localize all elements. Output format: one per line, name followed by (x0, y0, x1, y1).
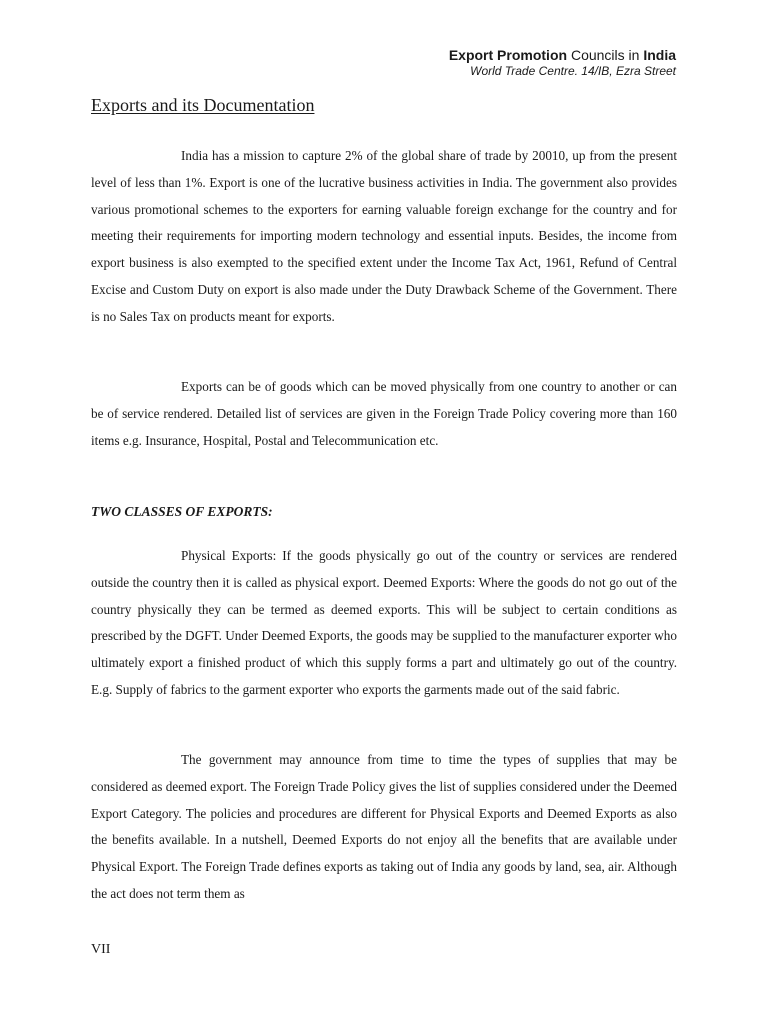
header-org-bold-1: Export Promotion (448, 47, 568, 63)
header-org-bold-2: India (643, 47, 676, 63)
paragraph-1: India has a mission to capture 2% of the global share of trade by 20010, up from the present level of less than 1%. Export is one of the lucrative business activities in India. The government also provides various promotional schemes to the exporters for earning valuable foreign exchange for the country and for meeting their requirements for importing modern technology and essential inputs. Besides, the income from export business is also exempted to the specified extent under the Income Tax Act, 1961, Refund of Central Excise and Custom Duty on export is also made under the Duty Drawback Scheme of the Government. There is no Sales Tax on products meant for exports. (91, 148, 677, 324)
paragraph-3: Physical Exports: If the goods physically go out of the country or services are rendered outside the country then it is called as physical export. Deemed Exports: Where the goods do not go out of the country physically they can be termed as deemed exports. This will be subject to certain conditions as prescribed by the DGFT. Under Deemed Exports, the goods may be supplied to the manufacturer exporter who ultimately export a finished product of which this supply forms a part and ultimately go out of the country. E.g. Supply of fabrics to the garment exporter who exports the garments made out of the said fabric. (91, 548, 677, 697)
header-address: World Trade Centre. 14/IB, Ezra Street (470, 64, 676, 78)
header-org-middle: Councils in (567, 47, 644, 63)
document-title: Exports and its Documentation (91, 95, 315, 115)
paragraph-2: Exports can be of goods which can be moved physically from one country to another or can be of service rendered. Detailed list of services are given in the Foreign Trade Policy covering more than 160 items e.g. Insurance, Hospital, Postal and Telecommunication etc. (91, 379, 677, 448)
page-header (449, 46, 676, 79)
section-heading: TWO CLASSES OF EXPORTS: (91, 504, 273, 519)
paragraph-4: The government may announce from time to time the types of supplies that may be considered as deemed export. The Foreign Trade Policy gives the list of supplies considered under the Deemed Export Category. The policies and procedures are different for Physical Exports and Deemed Exports as also the benefits available. In a nutshell, Deemed Exports do not enjoy all the benefits that are available under Physical Export. The Foreign Trade defines exports as taking out of India any goods by land, sea, air. Although the act does not term them as (91, 752, 677, 901)
header-organization (449, 46, 676, 64)
page-number: VII (91, 942, 111, 957)
